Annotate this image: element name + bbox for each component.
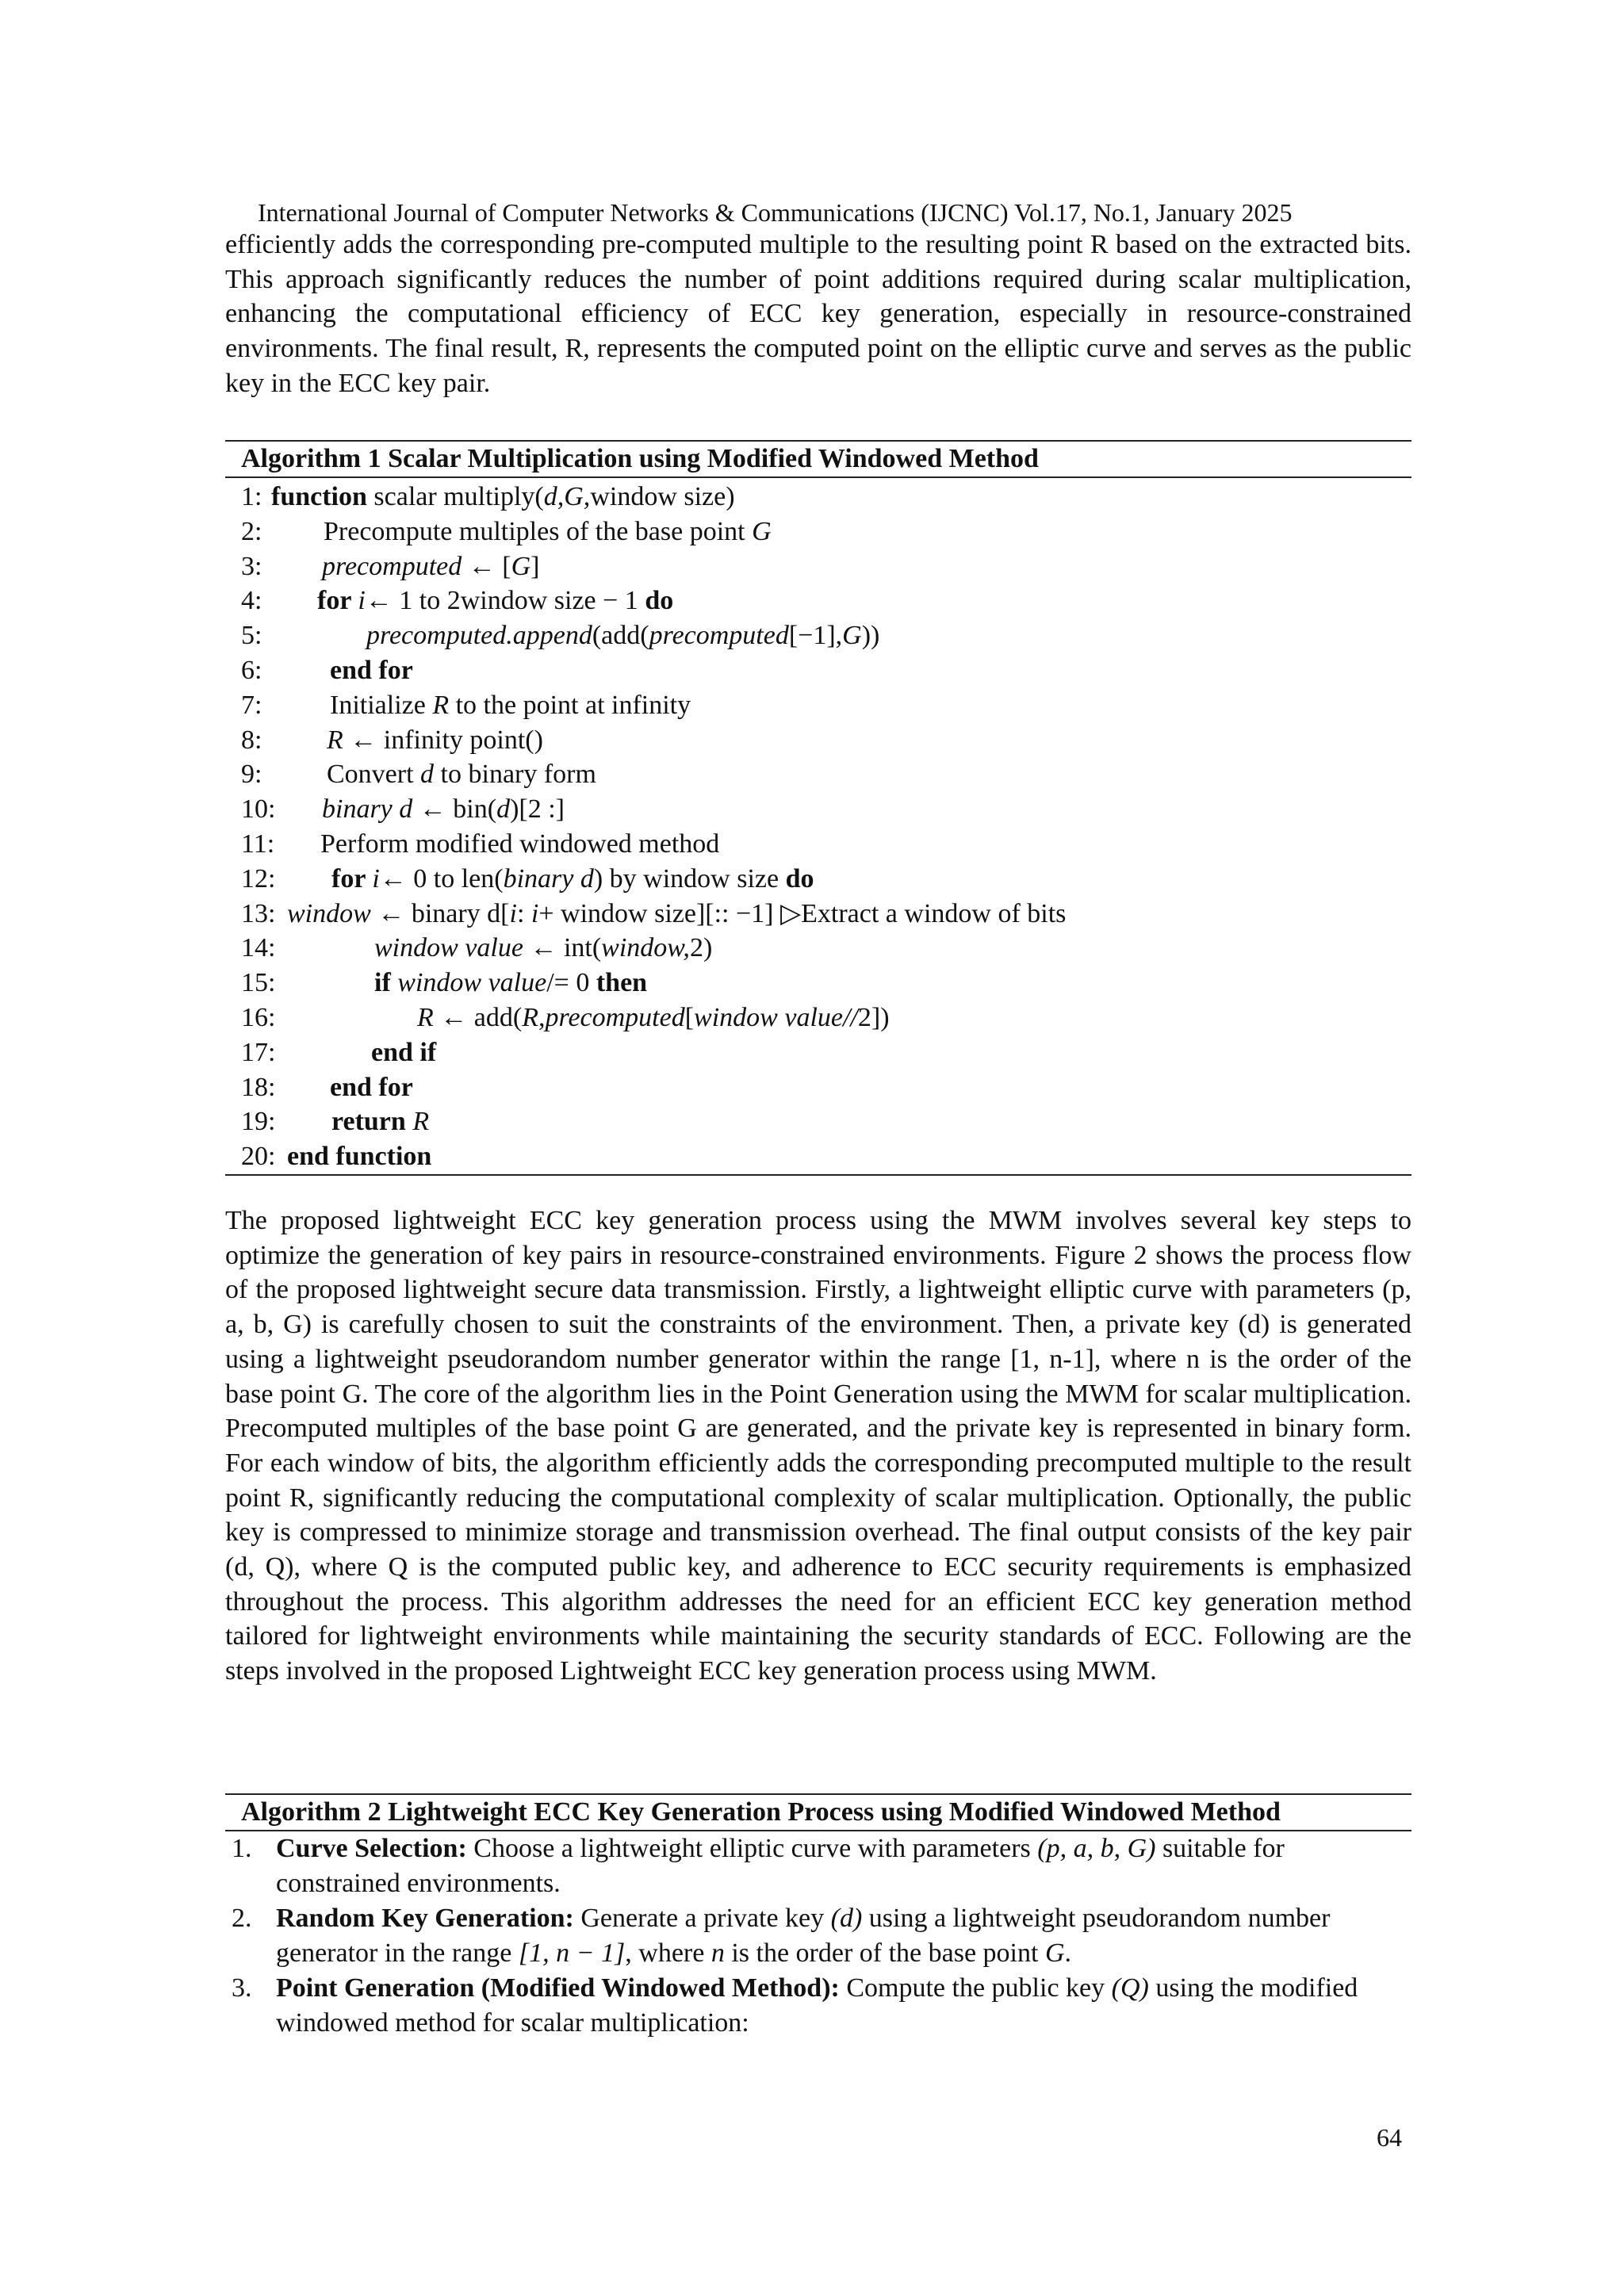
code-text: Convert — [327, 760, 421, 790]
paragraph-intro: efficiently adds the corresponding pre-computed multiple to the resulting point R based on the extracted bits. This approach significantly reduces the number of point additions required during scalar multiplication, enhancing the computational efficiency of ECC key generation, especially in resource-constrained environments. The final result, R, represents the computed point on the elliptic curve and serves as the public key in the ECC key pair. — [225, 230, 1411, 398]
code-var: d — [420, 760, 435, 790]
code-text: ← binary d[ — [370, 898, 510, 928]
code-var: precomputed — [322, 551, 462, 581]
code-var: window, — [601, 933, 690, 963]
line-number: 16: — [241, 1002, 276, 1032]
algo-line — [225, 515, 1411, 549]
journal-header: International Journal of Computer Networks & Communications (IJCNC) Vol.17, No.1, January 2025 — [258, 198, 1293, 227]
line-number: 15: — [241, 968, 276, 998]
algo-line — [225, 1035, 1411, 1070]
line-number: 5: — [241, 621, 262, 651]
step-label: Curve Selection: — [276, 1834, 467, 1863]
code-text: )[2 :] — [510, 794, 565, 825]
math-expr: n — [710, 1938, 725, 1968]
code-text: ] — [530, 551, 540, 581]
algo-line — [225, 480, 1411, 515]
keyword: for — [317, 586, 358, 616]
code-var: precomputed — [649, 621, 789, 651]
step-text: Generate a private key — [573, 1904, 831, 1933]
code-var: window — [287, 898, 371, 928]
algo-line — [225, 966, 1411, 1001]
math-expr: (d) — [830, 1904, 863, 1933]
algorithm-1-title: Algorithm 1 Scalar Multiplication using Modified Windowed Method — [241, 444, 1039, 473]
step-text: suitable for constrained environments. — [276, 1834, 1285, 1898]
code-text: ← bin( — [412, 794, 497, 825]
algorithm-1-lines — [225, 478, 1411, 1174]
step-text: using a lightweight pseudorandom number generator in the range — [276, 1904, 1331, 1968]
algo-line — [225, 688, 1411, 723]
keyword: end for — [330, 1072, 413, 1102]
code-var: window value — [374, 933, 523, 963]
code-text: ← add( — [433, 1002, 523, 1032]
algo-line — [225, 1001, 1411, 1035]
math-expr: (p, a, b, G) — [1037, 1834, 1156, 1863]
code-text: ← 0 to len( — [379, 863, 504, 894]
code-var: i — [530, 898, 539, 928]
line-number: 18: — [241, 1072, 276, 1102]
line-number: 1: — [241, 482, 262, 511]
line-number: 13: — [241, 898, 276, 928]
algo-line — [225, 931, 1411, 966]
step-text: using the modified windowed method for scalar multiplication: — [276, 1973, 1358, 2038]
math-expr: (Q) — [1111, 1973, 1149, 2003]
code-var: R — [432, 690, 450, 720]
list-item — [232, 1901, 1396, 1971]
line-number: 8: — [241, 725, 262, 755]
code-var: i — [358, 586, 366, 616]
code-var: d,G, — [543, 482, 591, 511]
keyword: do — [785, 863, 814, 894]
line-number: 19: — [241, 1107, 276, 1137]
math-expr: [1, n − 1] — [518, 1938, 626, 1968]
code-text: 2]) — [857, 1002, 890, 1032]
step-number: 1. — [232, 1834, 252, 1863]
line-number: 2: — [241, 516, 262, 546]
line-number: 7: — [241, 690, 262, 720]
step-text: , where — [625, 1938, 711, 1968]
step-text: . — [1064, 1938, 1072, 1968]
code-text: )) — [861, 621, 880, 651]
list-item — [232, 1831, 1396, 1901]
code-var: R — [417, 1002, 434, 1032]
line-number: 17: — [241, 1037, 276, 1067]
line-number: 14: — [241, 933, 276, 963]
page-number: 64 — [1377, 2123, 1402, 2152]
code-var: binary d — [322, 794, 413, 825]
code-text: Precompute multiples of the base point — [324, 516, 753, 546]
step-number: 2. — [232, 1904, 252, 1933]
line-number: 20: — [241, 1142, 276, 1172]
step-label: Random Key Generation: — [276, 1904, 574, 1933]
algo-line — [225, 618, 1411, 653]
code-text: [−1], — [788, 621, 843, 651]
algo-line — [225, 792, 1411, 827]
line-number: 12: — [241, 863, 276, 894]
line-number: 3: — [241, 551, 262, 581]
keyword: then — [596, 968, 648, 998]
code-text: ← int( — [523, 933, 602, 963]
code-var: window value — [397, 968, 547, 998]
keyword: for — [331, 863, 373, 894]
code-var: G — [511, 551, 531, 581]
code-text: to the point at infinity — [449, 690, 691, 720]
code-text: Perform modified windowed method — [320, 828, 720, 859]
math-expr: G — [1044, 1938, 1065, 1968]
line-number: 9: — [241, 760, 262, 790]
algo-line — [225, 1104, 1411, 1139]
code-var: R,precomputed — [522, 1002, 685, 1032]
algorithm-1 — [225, 440, 1411, 1176]
code-var: G — [752, 516, 772, 546]
code-var: binary d — [503, 863, 594, 894]
keyword: do — [645, 586, 674, 616]
step-label: Point Generation (Modified Windowed Method): — [276, 1973, 840, 2003]
code-var: R — [412, 1107, 430, 1137]
code-text: ← 1 to 2window size − 1 — [365, 586, 645, 616]
code-text: (add( — [592, 621, 649, 651]
algo-line — [225, 897, 1411, 932]
algo-line — [225, 549, 1411, 584]
algo-line — [225, 584, 1411, 618]
code-var: window value// — [694, 1002, 858, 1032]
line-number: 4: — [241, 586, 262, 616]
step-text: is the order of the base point — [724, 1938, 1045, 1968]
algorithm-2 — [225, 1793, 1411, 2041]
keyword: return — [331, 1107, 413, 1137]
algo-line — [225, 827, 1411, 862]
algo-line — [225, 862, 1411, 897]
code-text: to binary form — [434, 760, 596, 790]
algorithm-1-bottom-rule — [225, 1174, 1411, 1176]
line-number: 11: — [241, 828, 275, 859]
line-number: 10: — [241, 794, 276, 825]
step-text: Compute the public key — [839, 1973, 1112, 2003]
algo-line — [225, 1139, 1411, 1174]
code-text: + window size][:: −1] ▷Extract a window of bits — [538, 898, 1067, 928]
code-var: precomputed.append — [366, 621, 592, 651]
algo-line — [225, 757, 1411, 792]
keyword: end for — [330, 655, 413, 685]
code-text: ) by window size — [593, 863, 786, 894]
code-text: : — [516, 898, 531, 928]
list-item — [232, 1971, 1396, 2041]
keyword: end if — [371, 1037, 437, 1067]
code-text: [ — [684, 1002, 695, 1032]
step-text: Choose a lightweight elliptic curve with parameters — [466, 1834, 1038, 1863]
line-number: 6: — [241, 655, 262, 685]
code-var: i — [509, 898, 517, 928]
algo-line — [225, 1070, 1411, 1105]
keyword: end function — [287, 1142, 432, 1172]
algo-line — [225, 723, 1411, 758]
algorithm-2-steps — [225, 1831, 1411, 2041]
code-text: 2) — [689, 933, 713, 963]
algo-line — [225, 653, 1411, 688]
step-number: 3. — [232, 1973, 252, 2003]
code-var: G — [842, 621, 862, 651]
keyword: if — [374, 968, 398, 998]
code-text: Initialize — [330, 690, 433, 720]
code-var: R — [327, 725, 343, 755]
keyword: function — [271, 482, 367, 511]
code-var: i — [372, 863, 380, 894]
code-var: d — [496, 794, 511, 825]
code-text: scalar multiply( — [366, 482, 544, 511]
code-text: ← [ — [462, 551, 511, 581]
algorithm-2-title: Algorithm 2 Lightweight ECC Key Generation Process using Modified Windowed Method — [241, 1797, 1281, 1827]
code-text: ← infinity point() — [343, 725, 543, 755]
code-text: window size) — [590, 482, 735, 511]
code-text: /= 0 — [546, 968, 596, 998]
paragraph-process: The proposed lightweight ECC key generation process using the MWM involves several key steps to optimize the generation of key pairs in resource-constrained environments. Figure 2 shows the process flow of the proposed lightweight secure data transmission. Firstly, a lightweight elliptic curve with parameters (p, a, b, G) is carefully chosen to suit the constraints of the environment. Then, a private key (d) is generated using a lightweight pseudorandom number generator within the range [1, n-1], where n is the order of the base point G. The core of the algorithm lies in the Point Generation using the MWM for scalar multiplication. Precomputed multiples of the base point G are generated, and the private key is represented in binary form. For each window of bits, the algorithm efficiently adds the corresponding precomputed multiple to the result point R, significantly reducing the computational complexity of scalar multiplication. Optionally, the public key is compressed to minimize storage and transmission overhead. The final output consists of the key pair (d, Q), where Q is the computed public key, and adherence to ECC security requirements is emphasized throughout the process. This algorithm addresses the need for an efficient ECC key generation method tailored for lightweight environments while maintaining the security standards of ECC. Following are the steps involved in the proposed Lightweight ECC key generation process using MWM. — [225, 1206, 1411, 1686]
